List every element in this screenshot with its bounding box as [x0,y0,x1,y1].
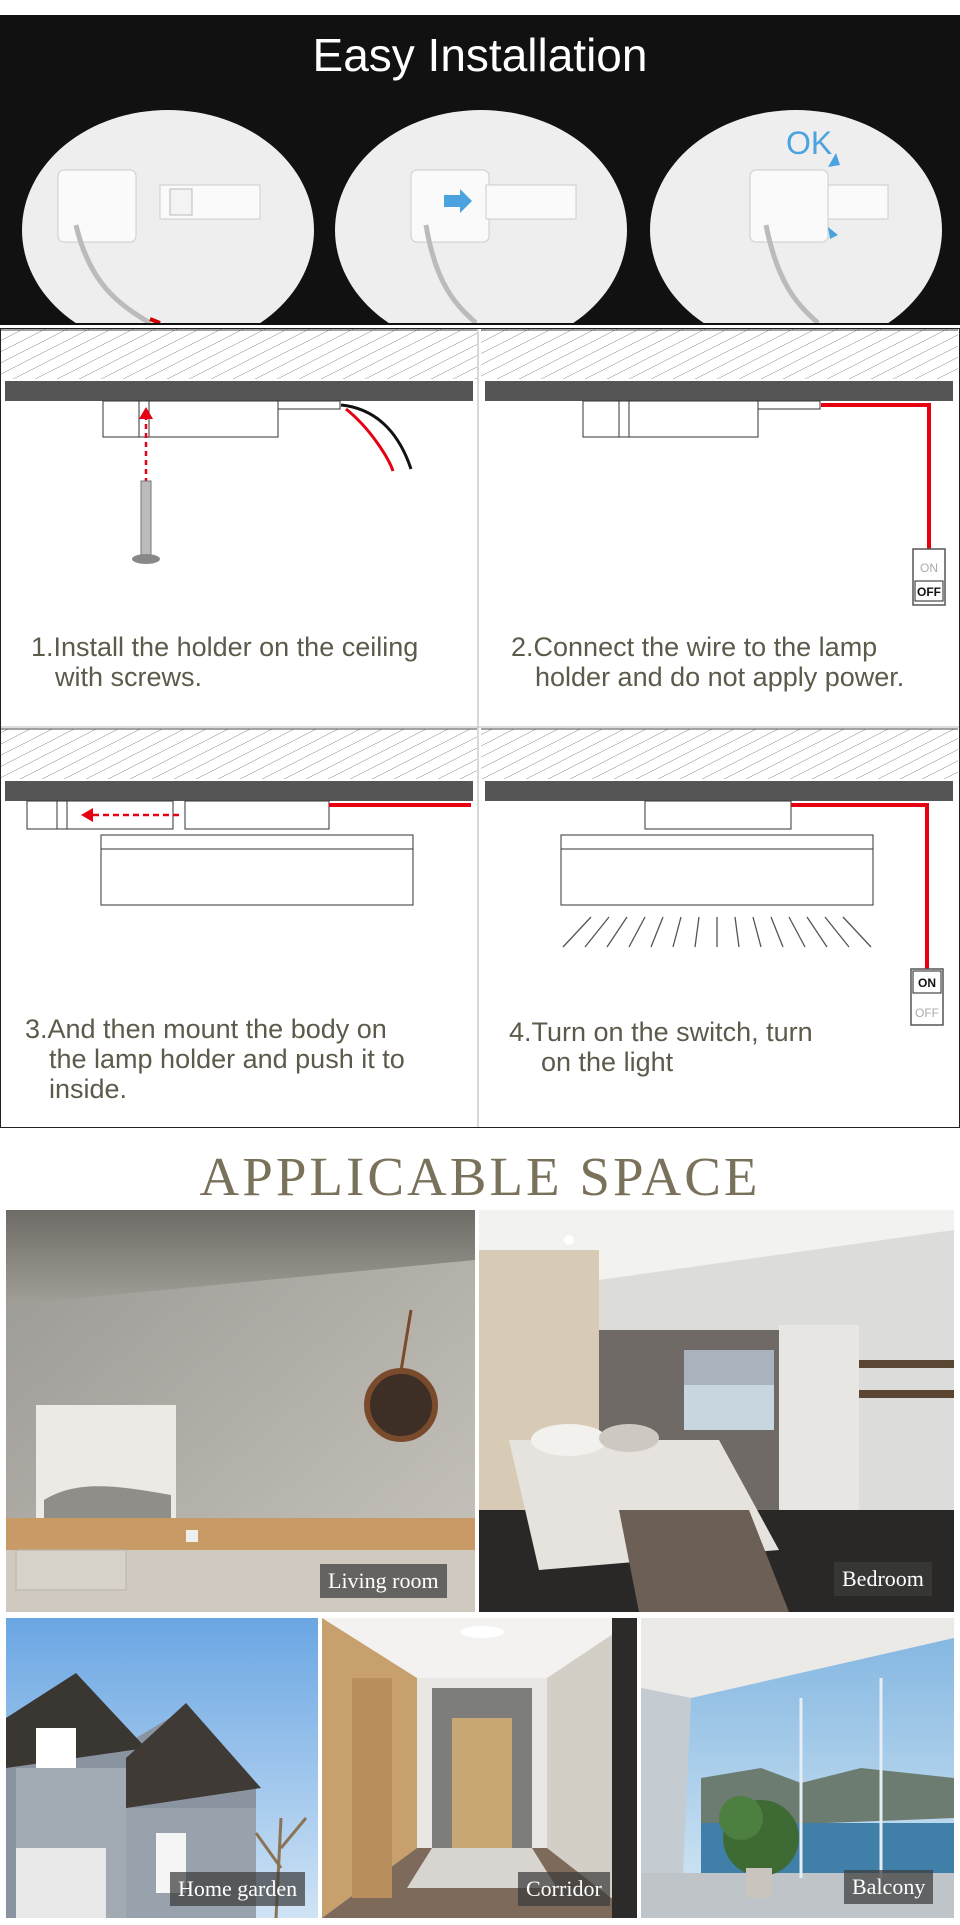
step-4-line-1: 4.Turn on the switch, turn [509,1017,813,1047]
step-2-line-1: 2.Connect the wire to the lamp [511,632,878,662]
switch-2-on: ON [920,561,938,575]
room-home-garden [6,1618,318,1918]
install-photo-1 [10,105,322,323]
room-label-balcony: Balcony [844,1870,933,1904]
step-1-line-1: 1.Install the holder on the ceiling [31,632,419,662]
step-3-diagram [1,729,477,905]
room-label-bedroom: Bedroom [834,1562,932,1596]
step-3-text [25,1014,405,1104]
applicable-space-title: APPLICABLE SPACE [199,1146,761,1207]
steps-diagram [1,329,959,1127]
steps-grid [0,328,960,1128]
step-2-diagram [481,329,958,605]
banner-title: Easy Installation [312,29,648,81]
ok-label: OK [786,125,833,161]
step-3-line-1: 3.And then mount the body on [25,1014,387,1044]
switch-4-off: OFF [915,1006,939,1020]
step-1-line-2: with screws. [55,662,203,692]
room-balcony [641,1618,954,1918]
step-2-line-2: holder and do not apply power. [535,662,905,692]
room-label-corridor: Corridor [518,1872,610,1906]
switch-2-off: OFF [917,585,941,599]
step-3-line-2: the lamp holder and push it to [49,1044,405,1074]
step-4-diagram [481,729,958,1025]
install-photo-2 [326,105,636,323]
step-3-line-3: inside. [49,1074,128,1104]
room-label-living-room: Living room [320,1564,447,1598]
switch-4-on: ON [918,976,936,990]
room-corridor [322,1618,637,1918]
step-4-text [509,1017,813,1077]
step-1-text [31,632,418,692]
room-bedroom [479,1210,954,1612]
step-4-line-2: on the light [541,1047,674,1077]
step-2-text [511,632,904,692]
step-1-diagram [1,329,477,564]
room-label-home-garden: Home garden [170,1872,305,1906]
room-living-room [6,1210,475,1612]
